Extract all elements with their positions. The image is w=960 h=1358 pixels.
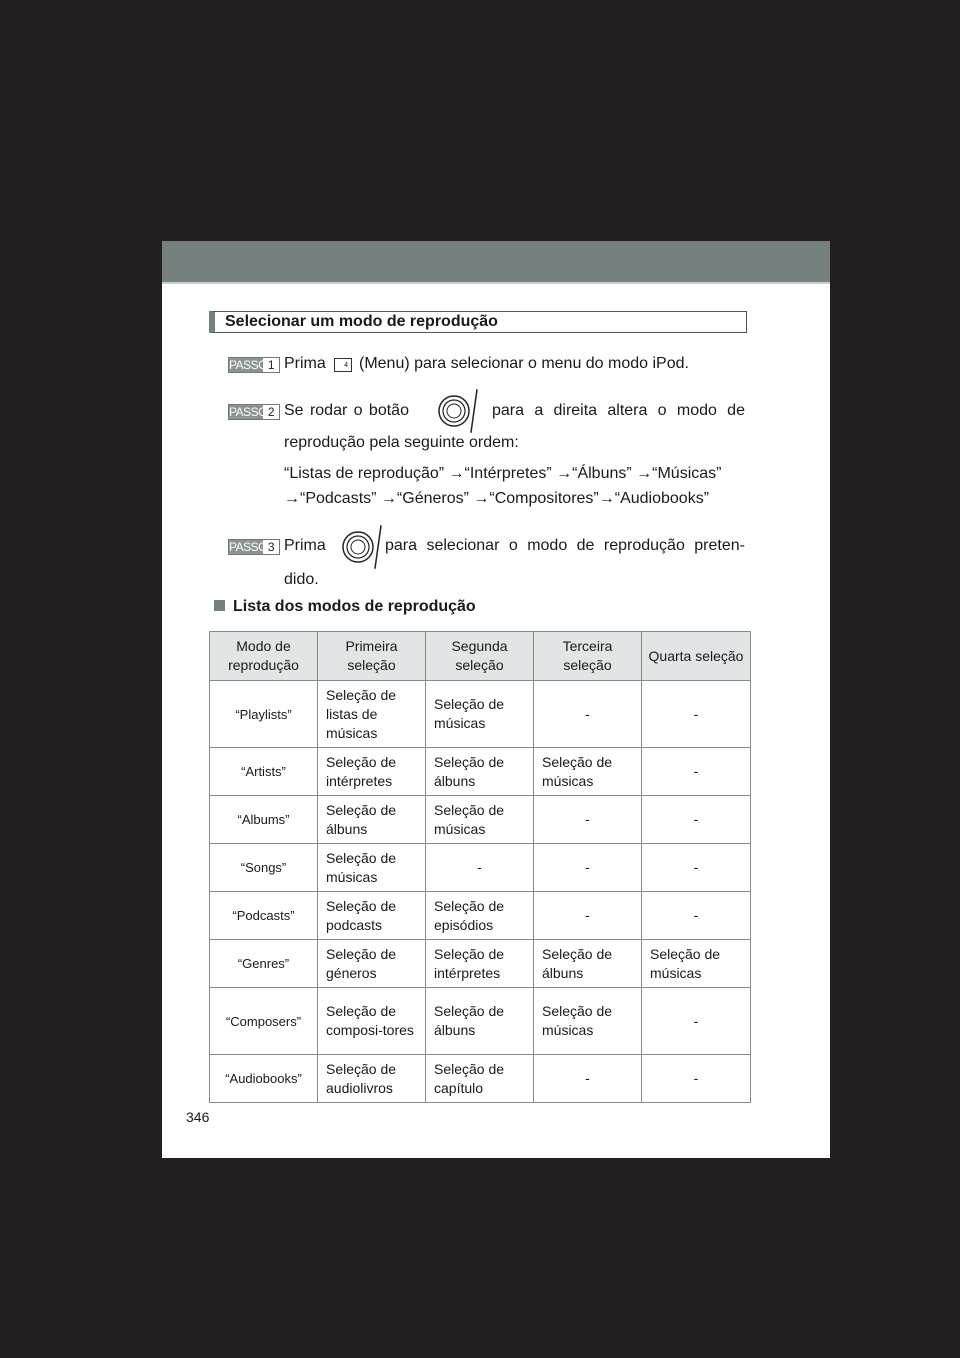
table-cell: Seleção de intérpretes bbox=[318, 748, 426, 796]
table-cell: Seleção de álbuns bbox=[426, 988, 534, 1055]
table-cell: Seleção de géneros bbox=[318, 940, 426, 988]
table-cell: “Genres” bbox=[210, 940, 318, 988]
tune-knob-icon bbox=[434, 387, 484, 435]
step-2-badge bbox=[228, 404, 280, 420]
table-cell: Seleção de podcasts bbox=[318, 892, 426, 940]
word: o bbox=[508, 537, 518, 554]
table-cell: Seleção de intérpretes bbox=[426, 940, 534, 988]
table-cell: Seleção de músicas bbox=[534, 748, 642, 796]
step-1-prima: Prima bbox=[284, 355, 326, 372]
table-row bbox=[210, 844, 751, 892]
tune-knob-icon bbox=[338, 523, 388, 571]
word: para bbox=[492, 402, 525, 419]
word: modo bbox=[676, 402, 717, 419]
column-header: Terceira seleção bbox=[534, 632, 642, 681]
table-cell: “Artists” bbox=[210, 748, 318, 796]
square-bullet-icon bbox=[214, 600, 225, 611]
table-row bbox=[210, 1055, 751, 1103]
table-row bbox=[210, 940, 751, 988]
table-cell: Seleção de episódios bbox=[426, 892, 534, 940]
word: o bbox=[353, 402, 363, 419]
table-row bbox=[210, 988, 751, 1055]
word: reprodução bbox=[603, 537, 685, 554]
step-1-badge bbox=[228, 357, 280, 373]
table-cell: - bbox=[534, 844, 642, 892]
column-header: Primeira seleção bbox=[318, 632, 426, 681]
table-row bbox=[210, 796, 751, 844]
step-3-line1-right bbox=[385, 537, 745, 555]
table-cell: - bbox=[642, 1055, 751, 1103]
word: preten- bbox=[694, 537, 745, 554]
table-cell: Seleção de músicas bbox=[642, 940, 751, 988]
table-cell: Seleção de músicas bbox=[426, 796, 534, 844]
table-cell: - bbox=[642, 748, 751, 796]
table-cell: Seleção de músicas bbox=[318, 844, 426, 892]
table-cell: Seleção de composi-tores bbox=[318, 988, 426, 1055]
word: de bbox=[727, 402, 745, 419]
table-cell: Seleção de listas de músicas bbox=[318, 681, 426, 748]
step-3-line2: dido. bbox=[284, 571, 319, 588]
section-title: Selecionar um modo de reprodução bbox=[209, 311, 747, 333]
table-cell: “Playlists” bbox=[210, 681, 318, 748]
table-row bbox=[210, 892, 751, 940]
list-title bbox=[214, 598, 476, 616]
table-cell: - bbox=[642, 892, 751, 940]
table-cell: - bbox=[642, 681, 751, 748]
word: a bbox=[534, 402, 544, 419]
column-header: Quarta seleção bbox=[642, 632, 751, 681]
step-number: 3 bbox=[267, 540, 275, 554]
table-cell: Seleção de músicas bbox=[534, 988, 642, 1055]
menu-button-icon: 4 bbox=[334, 358, 352, 372]
step-1-text: (Menu) para selecionar o menu do modo iPod. bbox=[359, 355, 689, 372]
table-cell: Seleção de músicas bbox=[426, 681, 534, 748]
word: selecionar bbox=[426, 537, 500, 554]
table-cell: - bbox=[534, 892, 642, 940]
table-cell: - bbox=[534, 796, 642, 844]
step-3-prima: Prima bbox=[284, 537, 326, 554]
word: modo bbox=[527, 537, 568, 554]
table-cell: Seleção de álbuns bbox=[534, 940, 642, 988]
step-3-badge bbox=[228, 539, 280, 555]
table-cell: - bbox=[426, 844, 534, 892]
page-number: 346 bbox=[186, 1109, 210, 1125]
word: botão bbox=[368, 402, 409, 419]
word: de bbox=[576, 537, 595, 554]
table-cell: Seleção de álbuns bbox=[426, 748, 534, 796]
step-2-line1-left bbox=[284, 402, 409, 420]
word: altera bbox=[607, 402, 648, 419]
column-header: Segunda seleção bbox=[426, 632, 534, 681]
step-tag: PASSO bbox=[229, 405, 267, 419]
table-cell: “Albums” bbox=[210, 796, 318, 844]
table-cell: “Songs” bbox=[210, 844, 318, 892]
word: direita bbox=[553, 402, 598, 419]
step-2-line1-right bbox=[492, 402, 745, 420]
word: rodar bbox=[309, 402, 348, 419]
header-band bbox=[162, 241, 830, 284]
table-row bbox=[210, 681, 751, 748]
step-tag: PASSO bbox=[229, 358, 267, 372]
word: Se bbox=[284, 402, 304, 419]
table-cell: “Composers” bbox=[210, 988, 318, 1055]
step-tag: PASSO bbox=[229, 540, 267, 554]
table-cell: - bbox=[642, 988, 751, 1055]
table-cell: Seleção de capítulo bbox=[426, 1055, 534, 1103]
word: o bbox=[657, 402, 667, 419]
step-2-order-line1: “Listas de reprodução” →“Intérpretes” →“Álbuns” →“Músicas” bbox=[284, 465, 722, 482]
step-2-order-line2: →“Podcasts” →“Géneros” →“Compositores”→“Audiobooks” bbox=[284, 490, 710, 507]
step-2-line2: reprodução pela seguinte ordem: bbox=[284, 434, 519, 451]
step-number: 2 bbox=[267, 405, 275, 419]
table-cell: Seleção de audiolivros bbox=[318, 1055, 426, 1103]
list-title-text: Lista dos modos de reprodução bbox=[233, 598, 476, 615]
table-header-row bbox=[210, 632, 751, 681]
table-row bbox=[210, 748, 751, 796]
table-cell: - bbox=[534, 681, 642, 748]
modes-table bbox=[209, 631, 751, 1103]
step-number: 1 bbox=[267, 358, 275, 372]
manual-page bbox=[162, 241, 830, 1158]
table-cell: - bbox=[534, 1055, 642, 1103]
table-cell: - bbox=[642, 796, 751, 844]
word: para bbox=[385, 537, 418, 554]
table-cell: Seleção de álbuns bbox=[318, 796, 426, 844]
table-cell: “Audiobooks” bbox=[210, 1055, 318, 1103]
column-header: Modo de reprodução bbox=[210, 632, 318, 681]
table-cell: - bbox=[642, 844, 751, 892]
table-cell: “Podcasts” bbox=[210, 892, 318, 940]
